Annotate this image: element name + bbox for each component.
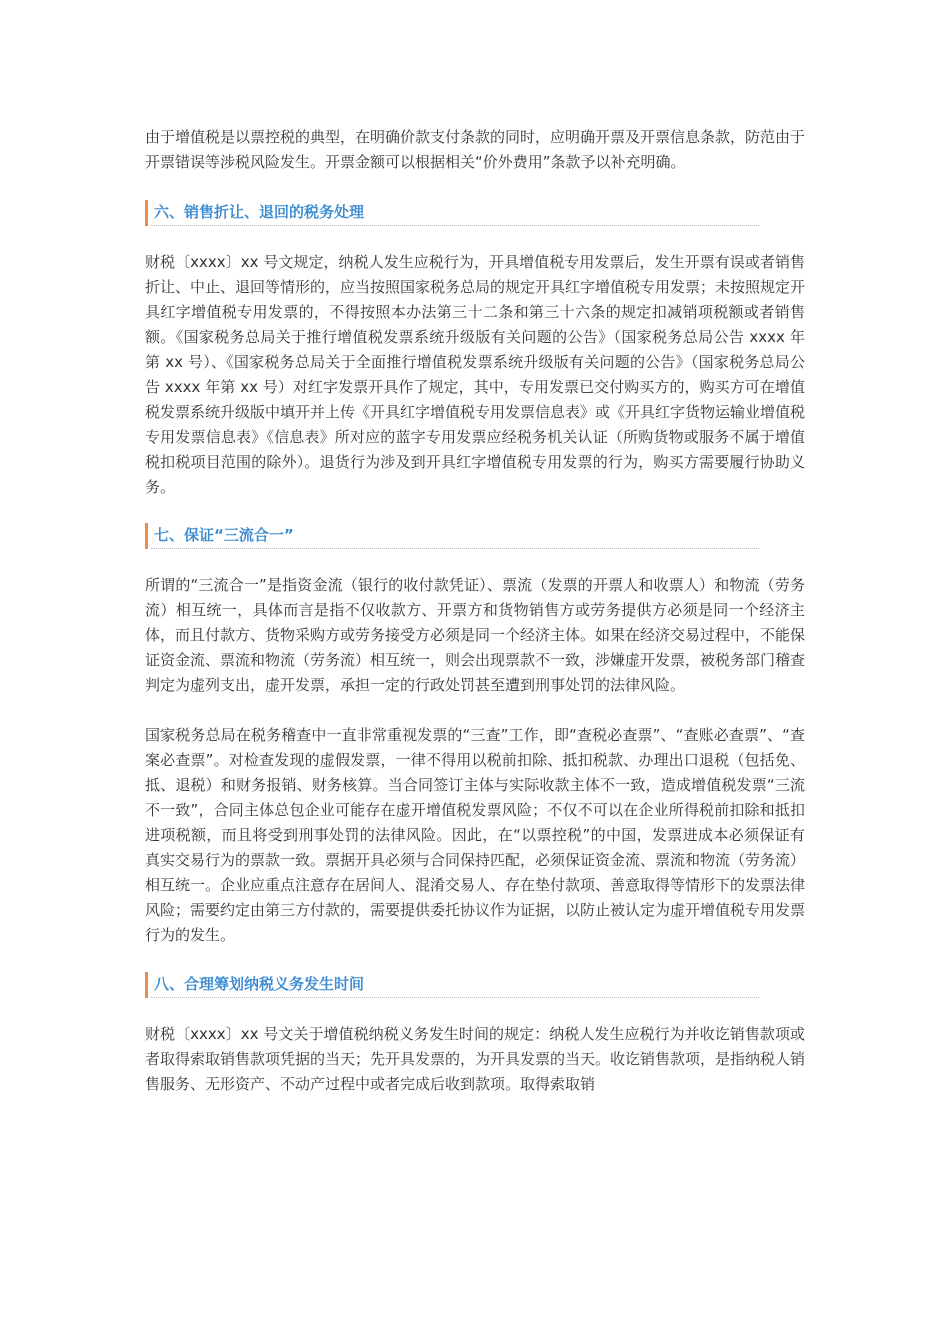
heading-divider bbox=[151, 997, 759, 998]
heading-divider bbox=[151, 548, 759, 549]
section-8-paragraph-1: 财税〔xxxx〕xx 号文关于增值税纳税义务发生时间的规定：纳税人发生应税行为并收讫销售款项或者取得索取销售款项凭据的当天；先开具发票的，为开具发票的当天。收讫销售款项，是指纳税人销售服务、无形资产、不动产过程中或者完成后收到款项。取得索取销 bbox=[145, 1025, 806, 1093]
heading-divider bbox=[151, 225, 759, 226]
section-heading-7-text: 七、保证“三流合一” bbox=[154, 526, 294, 544]
document-page bbox=[145, 125, 805, 1097]
section-7-paragraph-1: 所谓的“三流合一”是指资金流（银行的收付款凭证）、票流（发票的开票人和收票人）和物流（劳务流）相互统一，具体而言是指不仅收款方、开票方和货物销售方或劳务提供方必须是同一个经济主体，而且付款方、货物采购方或劳务接受方必须是同一个经济主体。如果在经济交易过程中，不能保证资金流、票流和物流（劳务流）相互统一，则会出现票款不一致，涉嫌虚开发票，被税务部门稽查判定为虚列支出，虚开发票，承担一定的行政处罚甚至遭到刑事处罚的法律风险。 bbox=[145, 576, 806, 694]
section-heading-7 bbox=[145, 523, 759, 549]
section-heading-8 bbox=[145, 972, 759, 998]
section-heading-6 bbox=[145, 200, 759, 226]
intro-paragraph: 由于增值税是以票控税的典型，在明确价款支付条款的同时，应明确开票及开票信息条款，防范由于开票错误等涉税风险发生。开票金额可以根据相关“价外费用”条款予以补充明确。 bbox=[145, 128, 806, 171]
section-heading-8-text: 八、合理筹划纳税义务发生时间 bbox=[154, 975, 365, 993]
section-heading-6-text: 六、销售折让、退回的税务处理 bbox=[154, 203, 365, 221]
section-6-paragraph-1: 财税〔xxxx〕xx 号文规定，纳税人发生应税行为，开具增值税专用发票后，发生开票有误或者销售折让、中止、退回等情形的，应当按照国家税务总局的规定开具红字增值税专用发票；未按照规定开具红字增值税专用发票的，不得按照本办法第三十二条和第三十六条的规定扣减销项税额或者销售额。《国家税务总局关于推行增值税发票系统升级版有关问题的公告》（国家税务总局公告 xxxx 年第 xx 号）、《国家税务总局关于全面推行增值税发票系统升级版有关问题的公告》（国家税务总局公告 xxxx 年第 xx 号）对红字发票开具作了规定，其中，专用发票已交付购买方的，购买方可在增值税发票系统升级版中填开并上传《开具红字增值税专用发票信息表》或《开具红字货物运输业增值税专用发票信息表》《信息表》所对应的蓝字专用发票应经税务机关认证（所购货物或服务不属于增值税扣税项目范围的除外）。退货行为涉及到开具红字增值税专用发票的行为，购买方需要履行协助义务。 bbox=[145, 253, 806, 496]
section-7-paragraph-2: 国家税务总局在税务稽查中一直非常重视发票的“三查”工作，即“查税必查票”、“查账必查票”、“查案必查票”。对检查发现的虚假发票，一律不得用以税前扣除、抵扣税款、办理出口退税（包括免、抵、退税）和财务报销、财务核算。当合同签订主体与实际收款主体不一致，造成增值税发票“三流不一致”，合同主体总包企业可能存在虚开增值税发票风险；不仅不可以在企业所得税前扣除和抵扣进项税额，而且将受到刑事处罚的法律风险。因此，在“以票控税”的中国，发票进成本必须保证有真实交易行为的票款一致。票据开具必须与合同保持匹配，必须保证资金流、票流和物流（劳务流）相互统一。企业应重点注意存在居间人、混淆交易人、存在垫付款项、善意取得等情形下的发票法律风险；需要约定由第三方付款的，需要提供委托协议作为证据，以防止被认定为虚开增值税专用发票行为的发生。 bbox=[145, 726, 806, 944]
